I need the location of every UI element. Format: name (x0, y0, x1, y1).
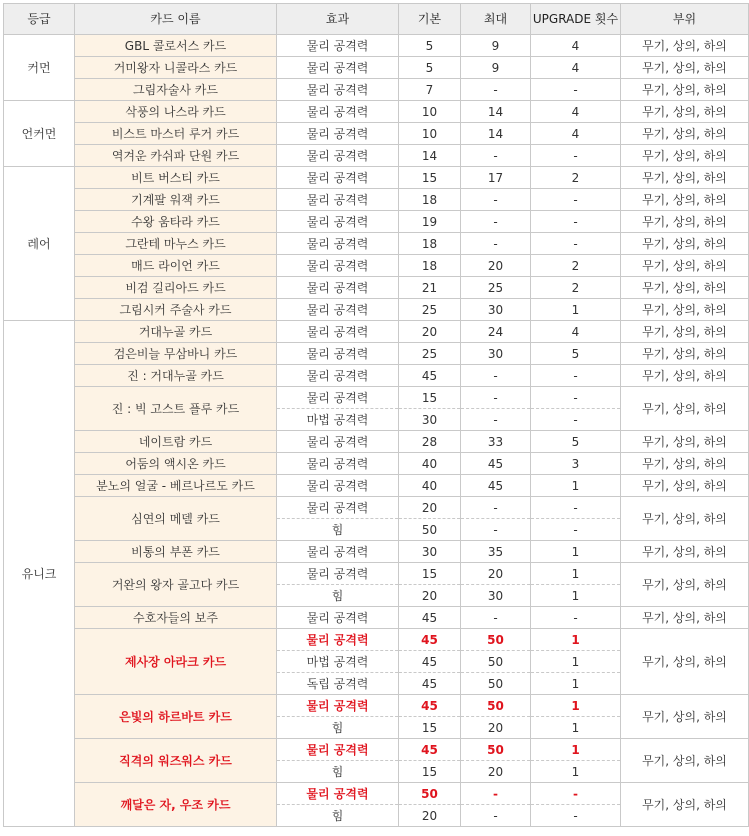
card-name: 깨달은 자, 우조 카드 (75, 783, 277, 827)
effect-cell: 물리 공격력 (277, 255, 399, 277)
part-cell: 무기, 상의, 하의 (621, 167, 749, 189)
base-cell: 45 (399, 651, 461, 673)
effect-cell: 물리 공격력 (277, 277, 399, 299)
max-cell: 50 (461, 651, 531, 673)
part-cell: 무기, 상의, 하의 (621, 123, 749, 145)
part-cell: 무기, 상의, 하의 (621, 277, 749, 299)
base-cell: 15 (399, 167, 461, 189)
card-name: 비스트 마스터 루거 카드 (75, 123, 277, 145)
card-name: 은빛의 하르바트 카드 (75, 695, 277, 739)
upgrade-cell: 4 (531, 321, 621, 343)
base-cell: 20 (399, 585, 461, 607)
table-row (4, 145, 749, 167)
effect-cell: 물리 공격력 (277, 299, 399, 321)
card-name: 매드 라이언 카드 (75, 255, 277, 277)
max-cell: 35 (461, 541, 531, 563)
table-row (4, 321, 749, 343)
base-cell: 40 (399, 453, 461, 475)
table-row (4, 101, 749, 123)
header-grade: 등급 (4, 4, 75, 35)
header-max: 최대 (461, 4, 531, 35)
table-row (4, 57, 749, 79)
part-cell: 무기, 상의, 하의 (621, 563, 749, 607)
base-cell: 10 (399, 123, 461, 145)
base-cell: 5 (399, 35, 461, 57)
base-cell: 19 (399, 211, 461, 233)
upgrade-cell: 2 (531, 277, 621, 299)
card-name: 직격의 워즈워스 카드 (75, 739, 277, 783)
card-name: 검은비늘 무삼바니 카드 (75, 343, 277, 365)
card-name: 분노의 얼굴 - 베르나르도 카드 (75, 475, 277, 497)
max-cell: 33 (461, 431, 531, 453)
card-name: 그림시커 주술사 카드 (75, 299, 277, 321)
upgrade-cell: 1 (531, 673, 621, 695)
table-row (4, 431, 749, 453)
base-cell: 15 (399, 761, 461, 783)
card-name: 거미왕자 니콜라스 카드 (75, 57, 277, 79)
upgrade-cell: 2 (531, 167, 621, 189)
grade-cell: 유니크 (4, 321, 75, 827)
card-name: 거대누골 카드 (75, 321, 277, 343)
base-cell: 30 (399, 409, 461, 431)
table-row (4, 475, 749, 497)
max-cell: 45 (461, 475, 531, 497)
effect-cell: 물리 공격력 (277, 365, 399, 387)
effect-cell: 물리 공격력 (277, 101, 399, 123)
part-cell: 무기, 상의, 하의 (621, 189, 749, 211)
card-name: 삭풍의 나스라 카드 (75, 101, 277, 123)
card-name: 거완의 왕자 골고다 카드 (75, 563, 277, 607)
base-cell: 18 (399, 233, 461, 255)
table-row (4, 343, 749, 365)
table-row (4, 695, 749, 717)
base-cell: 28 (399, 431, 461, 453)
upgrade-cell: 1 (531, 761, 621, 783)
header-part: 부위 (621, 4, 749, 35)
upgrade-cell: 1 (531, 563, 621, 585)
table-row (4, 365, 749, 387)
upgrade-cell: - (531, 79, 621, 101)
part-cell: 무기, 상의, 하의 (621, 101, 749, 123)
part-cell: 무기, 상의, 하의 (621, 343, 749, 365)
base-cell: 15 (399, 717, 461, 739)
max-cell: 50 (461, 739, 531, 761)
table-row (4, 211, 749, 233)
max-cell: - (461, 233, 531, 255)
part-cell: 무기, 상의, 하의 (621, 541, 749, 563)
upgrade-cell: 2 (531, 255, 621, 277)
card-name: 진 : 거대누골 카드 (75, 365, 277, 387)
card-name: 수호자들의 보주 (75, 607, 277, 629)
effect-cell: 물리 공격력 (277, 629, 399, 651)
max-cell: 30 (461, 585, 531, 607)
max-cell: - (461, 365, 531, 387)
effect-cell: 물리 공격력 (277, 167, 399, 189)
max-cell: 9 (461, 35, 531, 57)
max-cell: 14 (461, 123, 531, 145)
effect-cell: 물리 공격력 (277, 453, 399, 475)
table-row (4, 35, 749, 57)
max-cell: - (461, 211, 531, 233)
base-cell: 5 (399, 57, 461, 79)
base-cell: 20 (399, 805, 461, 827)
card-name: 그림자술사 카드 (75, 79, 277, 101)
upgrade-cell: 1 (531, 717, 621, 739)
effect-cell: 물리 공격력 (277, 475, 399, 497)
base-cell: 45 (399, 365, 461, 387)
upgrade-cell: - (531, 233, 621, 255)
effect-cell: 물리 공격력 (277, 123, 399, 145)
base-cell: 20 (399, 497, 461, 519)
effect-cell: 물리 공격력 (277, 211, 399, 233)
header-row (4, 4, 749, 35)
max-cell: - (461, 409, 531, 431)
effect-cell: 힘 (277, 805, 399, 827)
card-name: 제사장 아라크 카드 (75, 629, 277, 695)
header-base: 기본 (399, 4, 461, 35)
table-row (4, 277, 749, 299)
base-cell: 45 (399, 739, 461, 761)
base-cell: 15 (399, 563, 461, 585)
upgrade-cell: 1 (531, 739, 621, 761)
base-cell: 10 (399, 101, 461, 123)
max-cell: - (461, 497, 531, 519)
effect-cell: 물리 공격력 (277, 233, 399, 255)
table-row (4, 783, 749, 805)
base-cell: 18 (399, 189, 461, 211)
table-row (4, 629, 749, 651)
effect-cell: 물리 공격력 (277, 541, 399, 563)
part-cell: 무기, 상의, 하의 (621, 233, 749, 255)
card-name: 수왕 움타라 카드 (75, 211, 277, 233)
effect-cell: 마법 공격력 (277, 651, 399, 673)
effect-cell: 힘 (277, 585, 399, 607)
table-row (4, 387, 749, 409)
card-name: 비트 버스티 카드 (75, 167, 277, 189)
card-name: 심연의 메델 카드 (75, 497, 277, 541)
base-cell: 21 (399, 277, 461, 299)
part-cell: 무기, 상의, 하의 (621, 629, 749, 695)
table-row (4, 299, 749, 321)
part-cell: 무기, 상의, 하의 (621, 211, 749, 233)
card-table (3, 3, 749, 827)
upgrade-cell: 1 (531, 695, 621, 717)
card-name: 역겨운 카쉬파 단원 카드 (75, 145, 277, 167)
part-cell: 무기, 상의, 하의 (621, 783, 749, 827)
base-cell: 30 (399, 541, 461, 563)
effect-cell: 힘 (277, 717, 399, 739)
max-cell: 20 (461, 717, 531, 739)
table-row (4, 189, 749, 211)
max-cell: 20 (461, 563, 531, 585)
upgrade-cell: - (531, 189, 621, 211)
effect-cell: 물리 공격력 (277, 79, 399, 101)
part-cell: 무기, 상의, 하의 (621, 35, 749, 57)
upgrade-cell: - (531, 387, 621, 409)
part-cell: 무기, 상의, 하의 (621, 739, 749, 783)
header-effect: 효과 (277, 4, 399, 35)
effect-cell: 물리 공격력 (277, 145, 399, 167)
card-name: 비통의 부폰 카드 (75, 541, 277, 563)
base-cell: 45 (399, 673, 461, 695)
part-cell: 무기, 상의, 하의 (621, 453, 749, 475)
card-name: 비검 길리아드 카드 (75, 277, 277, 299)
card-name: GBL 콜로서스 카드 (75, 35, 277, 57)
upgrade-cell: - (531, 145, 621, 167)
upgrade-cell: - (531, 409, 621, 431)
base-cell: 25 (399, 343, 461, 365)
upgrade-cell: 1 (531, 299, 621, 321)
max-cell: 50 (461, 629, 531, 651)
max-cell: - (461, 805, 531, 827)
effect-cell: 힘 (277, 761, 399, 783)
part-cell: 무기, 상의, 하의 (621, 387, 749, 431)
max-cell: - (461, 519, 531, 541)
upgrade-cell: 1 (531, 541, 621, 563)
max-cell: 24 (461, 321, 531, 343)
effect-cell: 마법 공격력 (277, 409, 399, 431)
base-cell: 20 (399, 321, 461, 343)
max-cell: 30 (461, 299, 531, 321)
card-name: 진 : 빅 고스트 플루 카드 (75, 387, 277, 431)
grade-cell: 언커먼 (4, 101, 75, 167)
base-cell: 40 (399, 475, 461, 497)
effect-cell: 물리 공격력 (277, 387, 399, 409)
base-cell: 14 (399, 145, 461, 167)
effect-cell: 물리 공격력 (277, 783, 399, 805)
upgrade-cell: - (531, 365, 621, 387)
base-cell: 7 (399, 79, 461, 101)
grade-cell: 레어 (4, 167, 75, 321)
upgrade-cell: 5 (531, 431, 621, 453)
max-cell: 9 (461, 57, 531, 79)
max-cell: - (461, 79, 531, 101)
upgrade-cell: 4 (531, 35, 621, 57)
upgrade-cell: 1 (531, 629, 621, 651)
part-cell: 무기, 상의, 하의 (621, 475, 749, 497)
base-cell: 18 (399, 255, 461, 277)
upgrade-cell: - (531, 497, 621, 519)
part-cell: 무기, 상의, 하의 (621, 695, 749, 739)
card-name: 그란테 마누스 카드 (75, 233, 277, 255)
card-name: 어둠의 액시온 카드 (75, 453, 277, 475)
card-name: 네이트람 카드 (75, 431, 277, 453)
effect-cell: 독립 공격력 (277, 673, 399, 695)
part-cell: 무기, 상의, 하의 (621, 57, 749, 79)
table-row (4, 79, 749, 101)
table-row (4, 563, 749, 585)
base-cell: 45 (399, 629, 461, 651)
base-cell: 15 (399, 387, 461, 409)
table-row (4, 497, 749, 519)
max-cell: - (461, 189, 531, 211)
upgrade-cell: - (531, 211, 621, 233)
card-name: 기계팔 워잭 카드 (75, 189, 277, 211)
base-cell: 50 (399, 783, 461, 805)
base-cell: 50 (399, 519, 461, 541)
base-cell: 25 (399, 299, 461, 321)
max-cell: 50 (461, 673, 531, 695)
max-cell: 50 (461, 695, 531, 717)
upgrade-cell: - (531, 607, 621, 629)
table-row (4, 453, 749, 475)
max-cell: 14 (461, 101, 531, 123)
upgrade-cell: 3 (531, 453, 621, 475)
max-cell: - (461, 607, 531, 629)
max-cell: 17 (461, 167, 531, 189)
upgrade-cell: - (531, 519, 621, 541)
effect-cell: 물리 공격력 (277, 497, 399, 519)
upgrade-cell: 1 (531, 651, 621, 673)
part-cell: 무기, 상의, 하의 (621, 299, 749, 321)
table-row (4, 739, 749, 761)
upgrade-cell: 4 (531, 57, 621, 79)
upgrade-cell: 1 (531, 475, 621, 497)
part-cell: 무기, 상의, 하의 (621, 79, 749, 101)
effect-cell: 물리 공격력 (277, 35, 399, 57)
effect-cell: 물리 공격력 (277, 343, 399, 365)
part-cell: 무기, 상의, 하의 (621, 145, 749, 167)
table-row (4, 607, 749, 629)
effect-cell: 물리 공격력 (277, 189, 399, 211)
grade-cell: 커먼 (4, 35, 75, 101)
max-cell: 30 (461, 343, 531, 365)
table-row (4, 123, 749, 145)
upgrade-cell: - (531, 805, 621, 827)
max-cell: - (461, 387, 531, 409)
max-cell: - (461, 145, 531, 167)
max-cell: - (461, 783, 531, 805)
part-cell: 무기, 상의, 하의 (621, 365, 749, 387)
upgrade-cell: 1 (531, 585, 621, 607)
base-cell: 45 (399, 695, 461, 717)
header-card-name: 카드 이름 (75, 4, 277, 35)
upgrade-cell: 5 (531, 343, 621, 365)
effect-cell: 물리 공격력 (277, 563, 399, 585)
part-cell: 무기, 상의, 하의 (621, 607, 749, 629)
upgrade-cell: 4 (531, 123, 621, 145)
max-cell: 20 (461, 761, 531, 783)
max-cell: 20 (461, 255, 531, 277)
upgrade-cell: 4 (531, 101, 621, 123)
part-cell: 무기, 상의, 하의 (621, 497, 749, 541)
header-upgrade: UPGRADE 횟수 (531, 4, 621, 35)
table-row (4, 233, 749, 255)
part-cell: 무기, 상의, 하의 (621, 321, 749, 343)
table-row (4, 255, 749, 277)
part-cell: 무기, 상의, 하의 (621, 431, 749, 453)
effect-cell: 힘 (277, 519, 399, 541)
table-row (4, 541, 749, 563)
effect-cell: 물리 공격력 (277, 57, 399, 79)
effect-cell: 물리 공격력 (277, 695, 399, 717)
effect-cell: 물리 공격력 (277, 607, 399, 629)
table-row (4, 167, 749, 189)
max-cell: 25 (461, 277, 531, 299)
upgrade-cell: - (531, 783, 621, 805)
effect-cell: 물리 공격력 (277, 321, 399, 343)
part-cell: 무기, 상의, 하의 (621, 255, 749, 277)
base-cell: 45 (399, 607, 461, 629)
effect-cell: 물리 공격력 (277, 431, 399, 453)
max-cell: 45 (461, 453, 531, 475)
effect-cell: 물리 공격력 (277, 739, 399, 761)
